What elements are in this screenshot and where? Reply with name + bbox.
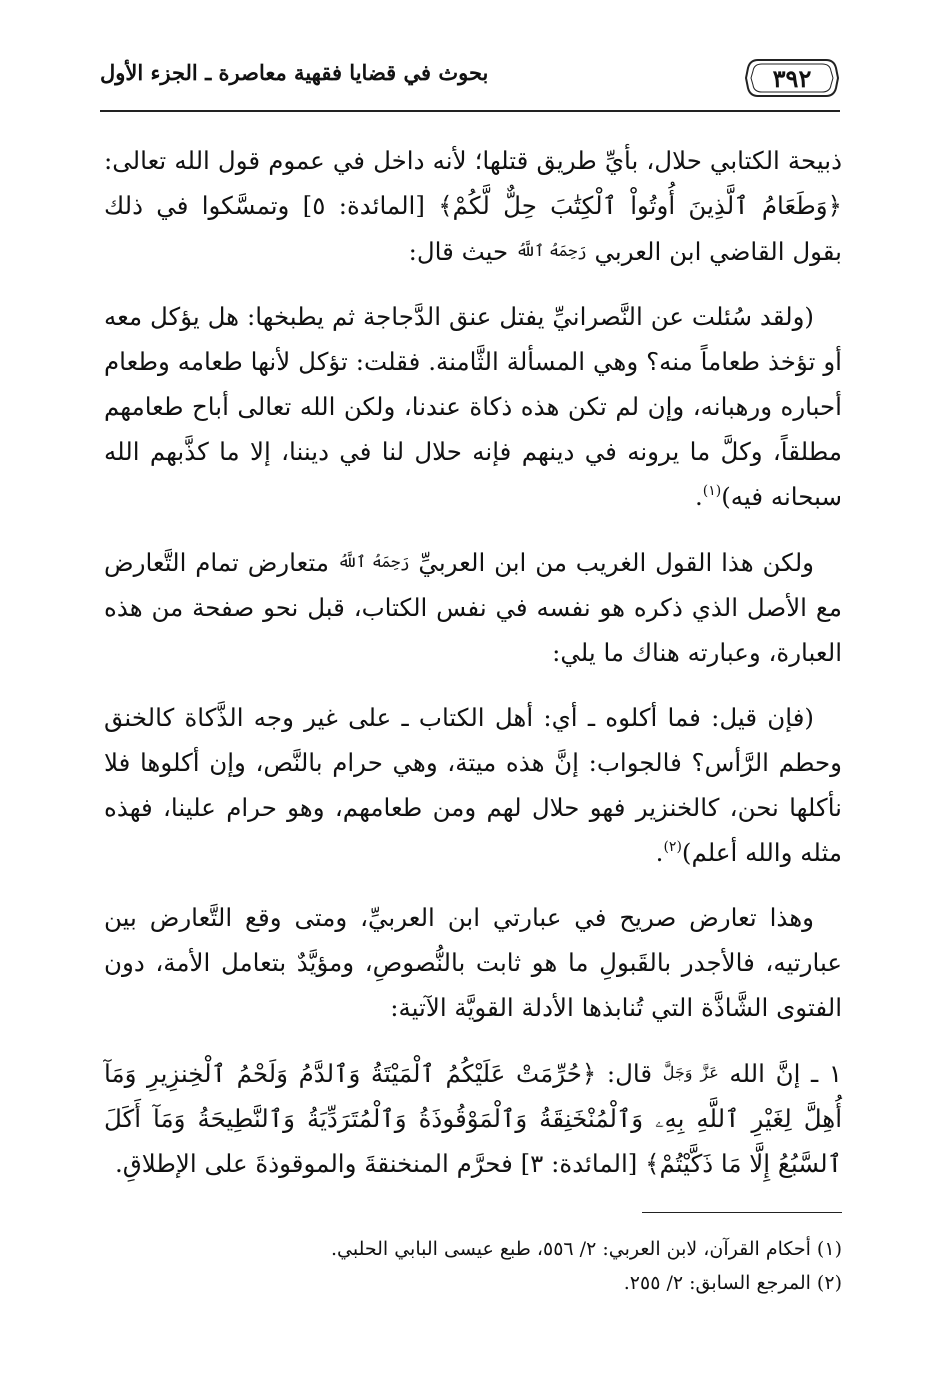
footnote-2: (٢) المرجع السابق: ٢/ ٢٥٥.: [623, 1272, 842, 1294]
text-run: [المائدة: ٥] وتمسَّكوا في ذلك بقول القاضي ابن العربي: [104, 191, 842, 266]
paragraph-2: [104, 294, 842, 519]
text-run: ذبيحة الكتابي حلال، بأيِّ طريق قتلها؛ لأنه داخل في عموم قول الله تعالى:: [104, 146, 842, 175]
paragraph-4: [104, 695, 842, 875]
footnote-1: (١) أحكام القرآن، لابن العربي: ٢/ ٥٥٦، طبع عيسى البابي الحلبي.: [330, 1238, 842, 1260]
body-text: [104, 138, 842, 1206]
paragraph-3: [104, 539, 842, 675]
page-header: [100, 44, 840, 114]
quotation-text: (فإن قيل: فما أكلوه ـ أي: أهل الكتاب ـ على غير وجه الذَّكاة كالخنق وحطم الرَّأس؟ فالجواب: إنَّ هذه ميتة، وهي حرام بالنَّص، وإن أكلوها فلا نأكلها نحن، كالخنزير فهو حلال لهم ومن طعامهم، وهو حرام علينا، فهذه مثله والله أعلم): [104, 703, 842, 867]
text-run: ولكن هذا القول الغريب من ابن العربيِّ: [409, 548, 814, 577]
running-title: بحوث في قضايا فقهية معاصرة ـ الجزء الأول: [100, 60, 489, 85]
honorific-glyph: عَزَّ وَجَلَّ: [662, 1063, 719, 1082]
quran-verse: ﴿وَطَعَامُ ٱلَّذِينَ أُوتُواْ ٱلْكِتَٰبَ حِلٌّ لَّكُمْ﴾: [438, 191, 842, 220]
text-run: [المائدة: ٣] فحرَّم المنخنقةَ والموقوذةَ على الإطلاقِ.: [114, 1149, 646, 1178]
footnote-rule: [642, 1212, 842, 1213]
text-run: ١ ـ إنَّ الله: [718, 1059, 842, 1088]
text-run: حيث قال:: [408, 237, 516, 266]
text-run: متعارض تمام التَّعارض مع الأصل الذي ذكره هو نفسه في نفس الكتاب، قبل نحو صفحة من هذه العبارة، وعبارته هناك ما يلي:: [104, 548, 842, 667]
footnote-marker: (٢): [663, 839, 682, 855]
header-rule: [100, 110, 840, 112]
text-run: قال:: [596, 1059, 663, 1088]
page-number: ٣٩٢: [772, 64, 812, 93]
honorific-glyph: رَحِمَهُ ٱللَّهُ: [515, 241, 587, 260]
paragraph-6: [104, 1050, 842, 1186]
paragraph-5: [104, 895, 842, 1030]
page-number-frame: [744, 54, 840, 102]
paragraph-1: [104, 138, 842, 274]
text-run: وهذا تعارض صريح في عبارتي ابن العربيِّ، ومتى وقع التَّعارض بين عبارتيه، فالأجدر بالقَبولِ ما هو ثابت بالنُّصوصِ، ومؤيَّدٌ بتعامل الأمة، دون الفتوى الشَّاذَّة التي تُنابذها الأدلة القويَّة الآتية:: [104, 903, 842, 1022]
footnotes: [104, 1232, 842, 1300]
quran-verse: ﴿حُرِّمَتْ عَلَيْكُمُ ٱلْمَيْتَةُ وَٱلدَّمُ وَلَحْمُ ٱلْخِنزِيرِ وَمَآ أُهِلَّ لِغَيْرِ ٱللَّهِ بِهِۦ وَٱلْمُنْخَنِقَةُ وَٱلْمَوْقُوذَةُ وَٱلْمُتَرَدِّيَةُ وَٱلنَّطِيحَةُ وَمَآ أَكَلَ ٱلسَّبُعُ إِلَّا مَا ذَكَّيْتُمْ﴾: [104, 1059, 842, 1178]
text-run: .: [655, 838, 664, 867]
footnote-marker: (١): [702, 483, 722, 499]
text-run: .: [694, 482, 703, 511]
honorific-glyph: رَحِمَهُ ٱللَّهُ: [337, 552, 410, 571]
quotation-text: (ولقد سُئلت عن النَّصرانيِّ يفتل عنق الدَّجاجة ثم يطبخها: هل يؤكل معه أو تؤخذ طعاماً منه؟ وهي المسألة الثَّامنة. فقلت: تؤكل لأنها طعامه وطعام أحباره ورهبانه، وإن لم تكن هذه ذكاة عندنا، ولكن الله تعالى أباح طعامهم مطلقاً، وكلَّ ما يرونه في دينهم فإنه حلال لنا في ديننا، إلا ما كذَّبهم الله سبحانه فيه): [104, 302, 842, 511]
